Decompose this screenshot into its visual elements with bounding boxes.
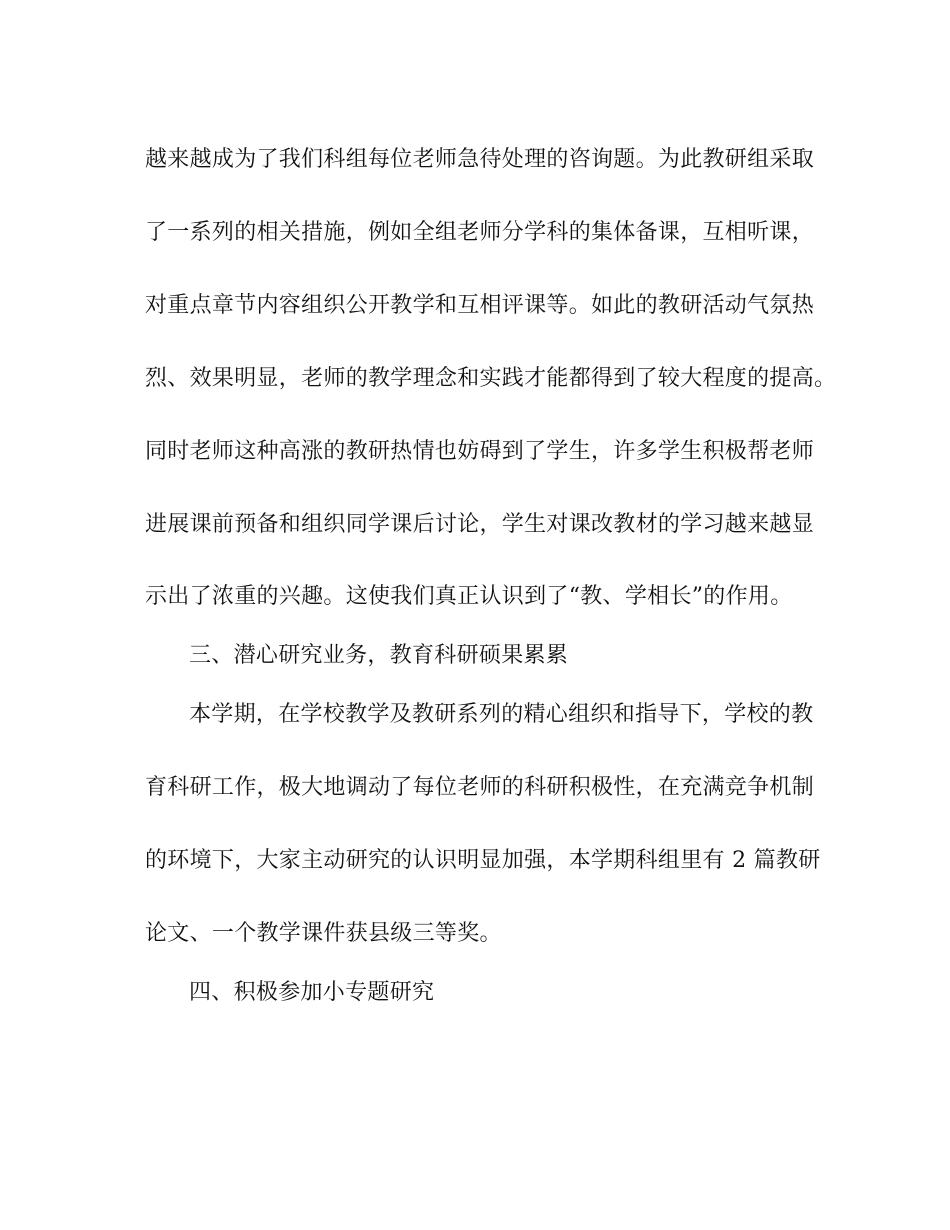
body-text-line: 同时老师这种高涨的教研热情也妨碍到了学生，许多学生积极帮老师 bbox=[145, 439, 815, 464]
section-heading: 三、潜心研究业务，教育科研硕果累累 bbox=[189, 643, 569, 668]
section-heading: 四、积极参加小专题研究 bbox=[189, 980, 435, 1005]
body-text-line: 进展课前预备和组织同学课后讨论，学生对课改教材的学习越来越显 bbox=[145, 512, 815, 537]
body-text-line: 烈、效果明显，老师的教学理念和实践才能都得到了较大程度的提高。 bbox=[145, 366, 837, 391]
body-text-line: 了一系列的相关措施，例如全组老师分学科的集体备课，互相听课， bbox=[145, 220, 815, 245]
body-text-line: 的环境下，大家主动研究的认识明显加强，本学期科组里有 2 篇教研 bbox=[145, 848, 821, 873]
body-text-line: 对重点章节内容组织公开教学和互相评课等。如此的教研活动气氛热 bbox=[145, 293, 815, 318]
body-text-line: 育科研工作，极大地调动了每位老师的科研积极性，在充满竞争机制 bbox=[145, 775, 815, 800]
body-text-line: 论文、一个教学课件获县级三等奖。 bbox=[145, 921, 502, 946]
body-text-line: 示出了浓重的兴趣。这使我们真正认识到了“教、学相长”的作用。 bbox=[145, 584, 793, 609]
body-text-line: 本学期，在学校教学及教研系列的精心组织和指导下，学校的教 bbox=[189, 702, 814, 727]
body-text-line: 越来越成为了我们科组每位老师急待处理的咨询题。为此教研组采取 bbox=[145, 147, 815, 172]
